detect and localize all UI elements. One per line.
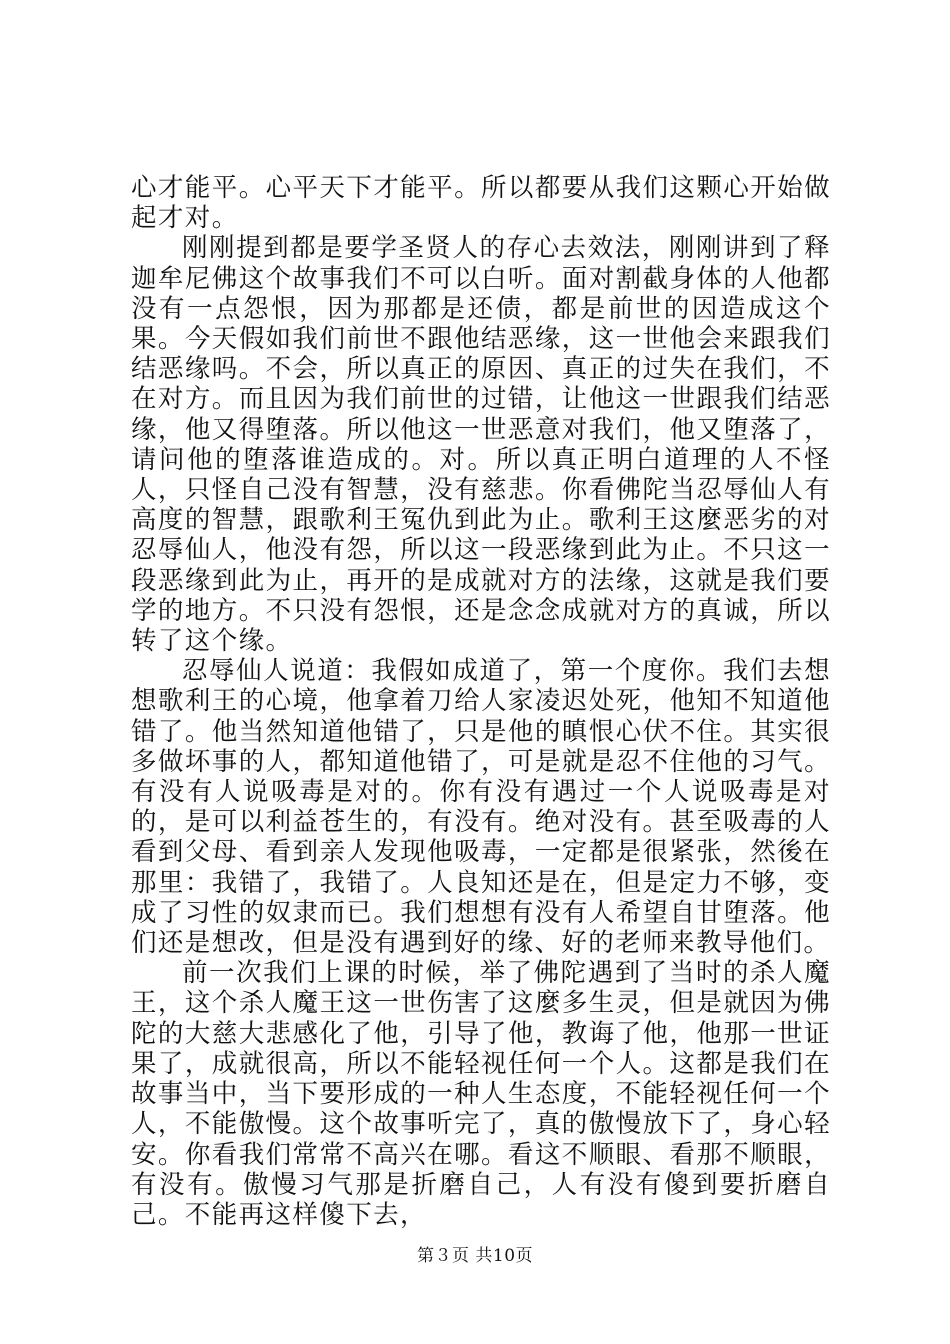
body-text — [131, 173, 831, 1230]
paragraph-2: 刚刚提到都是要学圣贤人的存心去效法，刚刚讲到了释迦牟尼佛这个故事我们不可以白听。面对割截身体的人他都没有一点怨恨，因为那都是还债，都是前世的因造成这个果。今天假如我们前世不跟他结恶缘，这一世他会来跟我们结恶缘吗。不会，所以真正的原因、真正的过失在我们，不在对方。而且因为我们前世的过错，让他这一世跟我们结恶缘，他又得堕落。所以他这一世恶意对我们，他又堕落了，请问他的堕落谁造成的。对。所以真正明白道理的人不怪人，只怪自己没有智慧，没有慈悲。你看佛陀当忍辱仙人有高度的智慧，跟歌利王冤仇到此为止。歌利王这麼恶劣的对忍辱仙人，他没有怨，所以这一段恶缘到此为止。不只这一段恶缘到此为止，再开的是成就对方的法缘，这就是我们要学的地方。不只没有怨恨，还是念念成就对方的真诚，所以转了这个缘。 — [131, 233, 831, 657]
paragraph-3: 忍辱仙人说道：我假如成道了，第一个度你。我们去想想歌利王的心境，他拿着刀给人家凌迟处死，他知不知道他错了。他当然知道他错了，只是他的瞋恨心伏不住。其实很多做坏事的人，都知道他错了，可是就是忍不住他的习气。有没有人说吸毒是对的。你有没有遇过一个人说吸毒是对的，是可以利益苍生的，有没有。绝对没有。甚至吸毒的人看到父母、看到亲人发现他吸毒，一定都是很紧张，然後在那里：我错了，我错了。人良知还是在，但是定力不够，变成了习性的奴隶而已。我们想想有没有人希望自甘堕落。他们还是想改，但是没有遇到好的缘、好的老师来教导他们。 — [131, 656, 831, 959]
paragraph-1: 心才能平。心平天下才能平。所以都要从我们这颗心开始做起才对。 — [131, 173, 831, 234]
paragraph-4: 前一次我们上课的时候，举了佛陀遇到了当时的杀人魔王，这个杀人魔王这一世伤害了这麼多生灵，但是就因为佛陀的大慈大悲感化了他，引导了他，教诲了他，他那一世证果了，成就很高，所以不能轻视任何一个人。这都是我们在故事当中，当下要形成的一种人生态度，不能轻视任何一个人，不能傲慢。这个故事听完了，真的傲慢放下了，身心轻安。你看我们常常不高兴在哪。看这不顺眼、看那不顺眼，有没有。傲慢习气那是折磨自己，人有没有傻到要折磨自己。不能再这样傻下去， — [131, 958, 831, 1230]
page-footer — [0, 1246, 950, 1266]
page-number-label: 第３页 共10页 — [416, 1246, 534, 1266]
